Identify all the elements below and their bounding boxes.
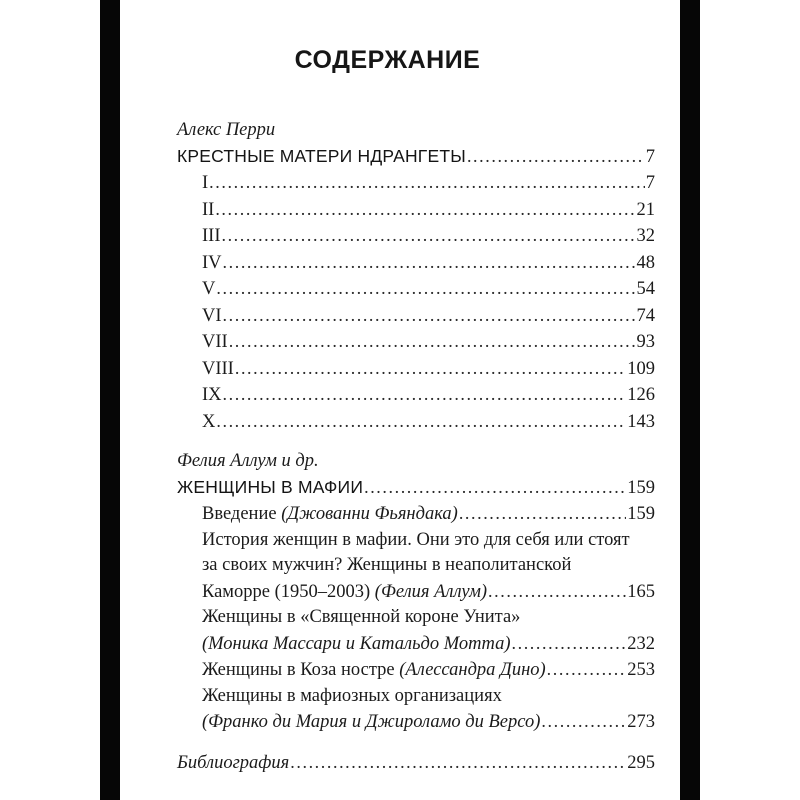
toc-entry-history-line1 [120,528,655,554]
entry-page: 93 [636,332,655,352]
toc-entry-chapter-3 [120,223,655,250]
entry-page: 74 [636,305,655,326]
dot-leader [215,197,635,224]
entry-label: Женщины в Коза ностре (Алессандра Дино) [202,660,546,680]
entry-label: VIII [202,358,234,379]
entry-page: 253 [627,660,655,680]
toc-entry-chapter-1 [120,170,655,197]
entry-label: III [202,226,221,246]
entry-label: X [202,411,216,432]
section2-heading [120,475,655,502]
toc-entry-unita-line2 [120,631,655,658]
entry-page: 143 [627,411,655,432]
entry-label: (Моника Массари и Катальдо Мотта) [202,633,511,654]
heading-page: 159 [627,477,655,498]
entry-label: Женщины в «Священной короне Унита» [202,607,521,627]
dot-leader [541,709,626,736]
toc-entry-organizations-line2 [120,709,655,736]
toc-entry-chapter-6 [120,303,655,330]
toc-entry-introduction [120,501,655,528]
toc-entry-chapter-7 [120,329,655,356]
entry-label: IV [202,252,222,273]
dot-leader [223,303,636,330]
dot-leader [512,631,627,658]
entry-page: 273 [627,712,655,732]
entry-page: 295 [627,752,655,773]
dot-leader [235,356,626,383]
author-label: Фелия Аллум и др. [177,451,319,471]
toc-content [120,0,680,800]
toc-entry-chapter-10 [120,409,655,436]
dot-leader [216,276,635,303]
entry-label: Женщины в мафиозных организациях [202,685,502,706]
dot-leader [209,170,645,197]
dot-leader [364,475,626,502]
page-title: СОДЕРЖАНИЕ [294,46,481,74]
entry-label: (Франко ди Мария и Джироламо ди Версо) [202,712,541,732]
toc-entry-chapter-4 [120,250,655,277]
heading-page: 7 [645,146,655,167]
dot-leader [223,382,627,409]
dot-leader [467,144,645,171]
entry-page: 48 [636,252,655,273]
dot-leader [221,223,635,250]
entry-page: 109 [627,358,655,379]
toc-entry-unita-line1 [120,605,655,631]
page-edge-right-bar [680,0,700,800]
entry-page: 165 [627,581,655,602]
entry-label: История женщин в мафии. Они это для себя или стоят [202,529,630,550]
section1-author [120,118,655,144]
author-label: Алекс Перри [177,120,276,140]
entry-page: 7 [645,173,655,193]
toc-entry-history-line3 [120,579,655,606]
dot-leader [223,250,636,277]
entry-page: 54 [636,279,655,299]
toc-entry-chapter-2 [120,197,655,224]
toc-entry-chapter-5 [120,276,655,303]
toc-entry-organizations-line1 [120,684,655,710]
entry-label: IX [202,385,222,405]
dot-leader [459,501,626,528]
heading-label: КРЕСТНЫЕ МАТЕРИ НДРАНГЕТЫ [177,145,466,166]
entry-page: 126 [627,385,655,405]
entry-page: 21 [636,199,655,220]
entry-label: I [202,173,209,193]
entry-label: VII [202,332,228,352]
entry-label: V [202,279,216,299]
page-edge-left-bar [100,0,120,800]
entry-label: Библиография [177,752,290,773]
entry-label: Введение (Джованни Фьяндака) [202,504,458,524]
entry-page: 32 [636,226,655,246]
heading-label: ЖЕНЩИНЫ В МАФИИ [177,476,364,497]
toc-entry-bibliography [120,750,655,777]
entry-label: VI [202,305,222,326]
dot-leader [547,657,627,684]
toc-entry-chapter-8 [120,356,655,383]
entry-page: 159 [627,504,655,524]
entry-label: II [202,199,215,220]
dot-leader [229,329,636,356]
toc-entry-cosa-nostra [120,657,655,684]
dot-leader [488,579,626,606]
toc-entry-history-line2 [120,553,655,579]
toc-entry-chapter-9 [120,382,655,409]
entry-page: 232 [627,633,655,654]
section1-heading [120,144,655,171]
section2-author [120,449,655,475]
toc-list [120,118,655,776]
dot-leader [216,409,626,436]
entry-label: за своих мужчин? Женщины в неаполитанской [202,555,572,575]
dot-leader [290,750,626,777]
entry-label: Каморре (1950–2003) (Фелия Аллум) [202,581,488,602]
